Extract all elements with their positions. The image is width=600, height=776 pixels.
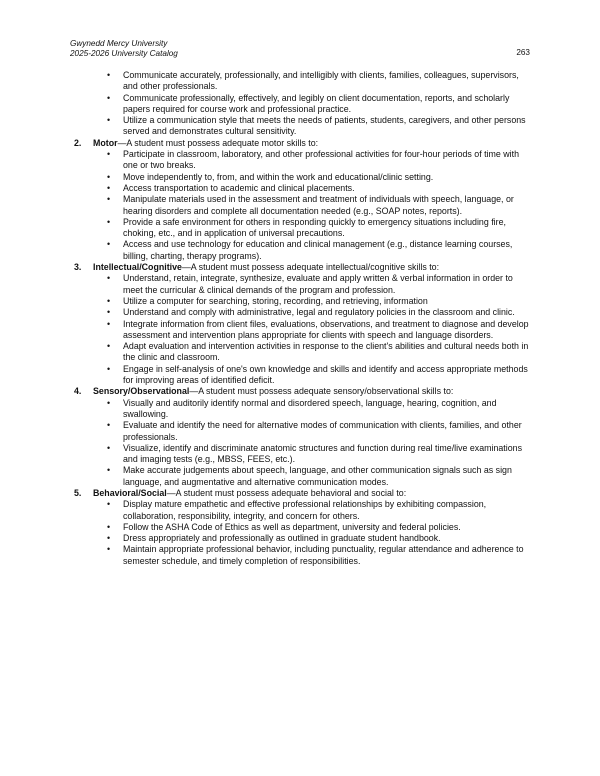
- list-item: • Communicate professionally, effectively, and legibly on client documentation, reports, and scholarly papers required for course work and professional practice.: [74, 93, 534, 116]
- list-item: • Access transportation to academic and clinical placements.: [74, 183, 534, 194]
- list-item: • Follow the ASHA Code of Ethics as well as department, university and federal policies.: [74, 522, 534, 533]
- list-item: • Integrate information from client files, evaluations, observations, and treatment to diagnose and develop assessment and intervention plans appropriate for clients with speech and language disorders.: [74, 319, 534, 342]
- running-header: [70, 39, 178, 59]
- list-item: • Move independently to, from, and within the work and educational/clinic setting.: [74, 172, 534, 183]
- section-behavioral-social: [74, 488, 534, 499]
- section-number: 4.: [74, 386, 82, 397]
- section-lead: —A student must possess adequate intellectual/cognitive skills to:: [181, 262, 440, 273]
- section-sensory-observational: [74, 386, 534, 397]
- institution-name: Gwynedd Mercy University: [70, 39, 168, 48]
- section-lead: —A student must possess adequate sensory/observational skills to:: [189, 386, 454, 397]
- section-number: 5.: [74, 487, 82, 498]
- section-number: 2.: [74, 137, 82, 148]
- list-item: • Engage in self-analysis of one's own knowledge and skills and identify and access appropriate methods for improving areas of identified deficit.: [74, 364, 534, 387]
- list-item: • Maintain appropriate professional behavior, including punctuality, regular attendance and adherence to semester schedule, and timely completion of responsibilities.: [74, 544, 534, 567]
- list-item: • Manipulate materials used in the assessment and treatment of individuals with speech, language, or hearing disorders and complete all documentation needed (e.g., SOAP notes, reports).: [74, 194, 534, 217]
- list-item: • Utilize a communication style that meets the needs of patients, students, caregivers, and other persons served and demonstrates cultural sensitivity.: [74, 115, 534, 138]
- section-title: Behavioral/Social: [93, 487, 167, 498]
- list-item: • Evaluate and identify the need for alternative modes of communication with clients, families, and other professionals.: [74, 420, 534, 443]
- list-item: • Participate in classroom, laboratory, and other professional activities for four-hour periods of time with one or two breaks.: [74, 149, 534, 172]
- list-item: • Visualize, identify and discriminate anatomic structures and function during real time/live examinations and imaging tests (e.g., MBSS, FEES, etc.).: [74, 443, 534, 466]
- list-item: • Access and use technology for education and clinical management (e.g., distance learning courses, billing, charting, therapy programs).: [74, 239, 534, 262]
- list-item: • Dress appropriately and professionally as outlined in graduate student handbook.: [74, 533, 534, 544]
- list-item: • Utilize a computer for searching, storing, recording, and retrieving, information: [74, 296, 534, 307]
- list-item: • Communicate accurately, professionally, and intelligibly with clients, families, colleagues, supervisors, and other professionals.: [74, 70, 534, 93]
- list-item: • Adapt evaluation and intervention activities in response to the client's abilities and cultural needs both in the clinic and classroom.: [74, 341, 534, 364]
- section-intellectual-cognitive: [74, 262, 534, 273]
- intro-bullet-list: [74, 70, 534, 138]
- section-title: Intellectual/Cognitive: [93, 262, 182, 273]
- list-item: • Make accurate judgements about speech, language, and other communication signals such as sign language, and augmentative and alternative communication modes.: [74, 465, 534, 488]
- page-body: [74, 70, 534, 567]
- section-title: Motor: [93, 137, 118, 148]
- section-number: 3.: [74, 262, 82, 273]
- section-lead: —A student must possess adequate behavioral and social to:: [166, 487, 407, 498]
- list-item: • Visually and auditorily identify normal and disordered speech, language, hearing, cognition, and swallowing.: [74, 398, 534, 421]
- section-motor: [74, 138, 534, 149]
- list-item: • Understand, retain, integrate, synthesize, evaluate and apply written & verbal information in order to meet the curricular & clinical demands of the program and profession.: [74, 273, 534, 296]
- section-lead: —A student must possess adequate motor skills to:: [117, 137, 319, 148]
- section-title: Sensory/Observational: [93, 386, 190, 397]
- list-item: • Understand and comply with administrative, legal and regulatory policies in the classroom and clinic.: [74, 307, 534, 318]
- page-number: 263: [516, 48, 530, 57]
- catalog-title: 2025-2026 University Catalog: [70, 49, 178, 58]
- list-item: • Provide a safe environment for others in responding quickly to emergency situations including fire, choking, etc., and in application of universal precautions.: [74, 217, 534, 240]
- list-item: • Display mature empathetic and effective professional relationships by exhibiting compassion, collaboration, responsibility, integrity, and concern for others.: [74, 499, 534, 522]
